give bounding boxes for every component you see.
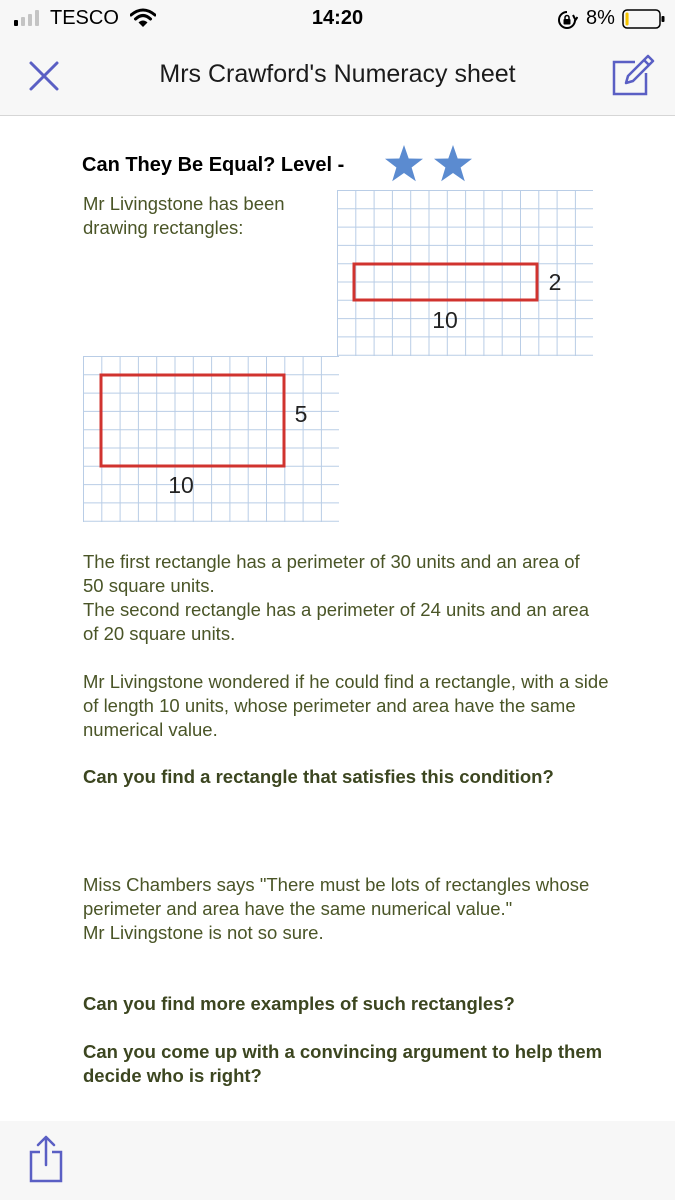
rectangle-1-width-label: 10 <box>432 307 458 333</box>
star-icon <box>385 145 423 181</box>
battery-icon <box>622 9 666 29</box>
intro-text: Mr Livingstone has been drawing rectangles: <box>83 193 285 238</box>
clock: 14:20 <box>311 7 364 29</box>
paragraph-line: The first rectangle has a perimeter of 30 units and an area of 50 square units. <box>83 551 580 596</box>
orientation-lock-icon <box>556 9 578 31</box>
page-title: Mrs Crawford's Numeracy sheet <box>159 60 516 88</box>
rectangle-grid-2 <box>83 356 339 522</box>
navigation-bar <box>0 38 675 115</box>
rectangle-1-height-label: 2 <box>548 269 562 295</box>
carrier-name: TESCO <box>50 7 119 29</box>
bottom-toolbar <box>0 1121 675 1200</box>
level-stars <box>384 144 479 184</box>
worksheet-heading: Can They Be Equal? Level - <box>82 154 345 176</box>
paragraph-line: The second rectangle has a perimeter of 24 units and an area of 20 square units. <box>83 599 589 644</box>
question-3: Can you come up with a convincing argument to help them decide who is right? <box>83 1041 603 1086</box>
battery-percent: 8% <box>586 7 615 29</box>
grid-lines <box>83 356 339 522</box>
paragraph-line: Miss Chambers says "There must be lots of rectangles whose perimeter and area have the same numerical value." <box>83 874 590 919</box>
question-1: Can you find a rectangle that satisfies this condition? <box>83 766 554 787</box>
share-icon[interactable] <box>28 1135 64 1183</box>
document-page <box>0 115 675 1122</box>
paragraph-miss-chambers <box>83 873 603 945</box>
question-2: Can you find more examples of such rectangles? <box>83 993 515 1014</box>
rectangle-2-height-label: 5 <box>294 401 308 427</box>
edit-icon[interactable] <box>610 52 656 98</box>
paragraph-rectangles <box>83 550 603 646</box>
paragraph-wonder: Mr Livingstone wondered if he could find a rectangle, with a side of length 10 units, whose perimeter and area have the same numerical value. <box>83 671 609 740</box>
rectangle-2-shape <box>101 375 284 466</box>
star-icon <box>434 145 472 181</box>
paragraph-line: Mr Livingstone is not so sure. <box>83 922 324 943</box>
status-bar <box>0 0 675 38</box>
rectangle-2-width-label: 10 <box>168 472 194 498</box>
rectangle-grid-1 <box>337 190 593 356</box>
